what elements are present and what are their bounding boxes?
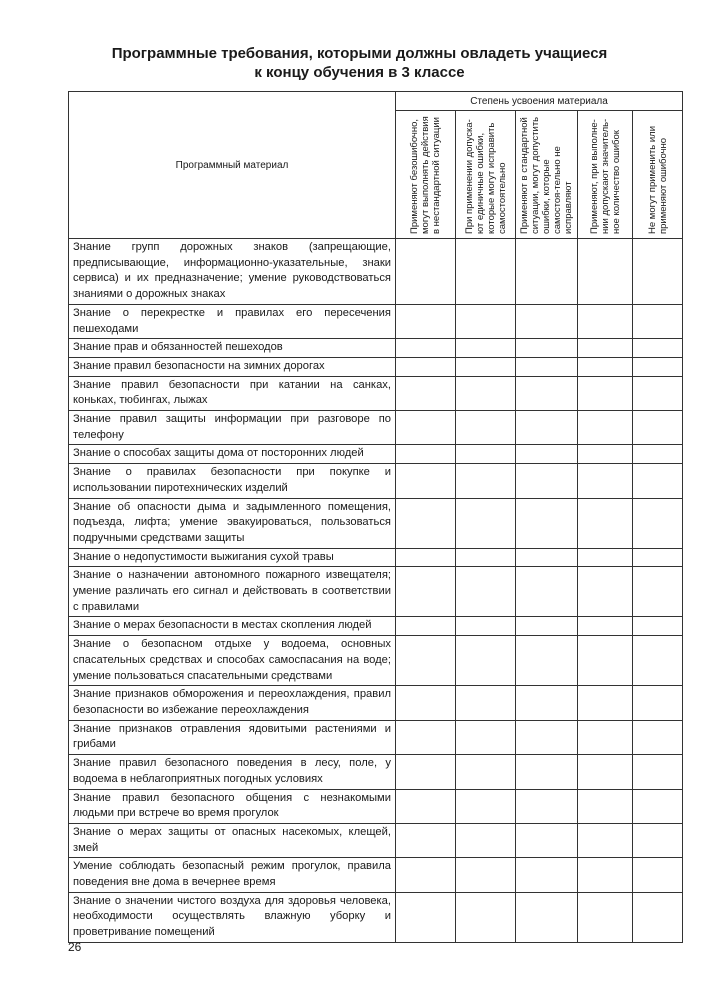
assessment-cell[interactable] [456,376,516,410]
assessment-cell[interactable] [456,357,516,376]
assessment-cell[interactable] [456,464,516,498]
material-cell: Знание о значении чистого воздуха для здоровья человека, необходимости осуществлять влажную уборку и проветривание помещений [69,892,396,942]
assessment-cell[interactable] [396,239,456,305]
page-number: 26 [68,940,82,954]
assessment-cell[interactable] [578,755,633,789]
assessment-cell[interactable] [578,376,633,410]
table-row [69,239,683,305]
assessment-cell[interactable] [633,411,683,445]
assessment-cell[interactable] [578,445,633,464]
assessment-cell[interactable] [396,636,456,686]
table-row [69,548,683,567]
material-cell: Знание о перекрестке и правилах его пересечения пешеходами [69,304,396,338]
material-cell: Знание об опасности дыма и задымленного помещения, подъезда, лифта; умение эвакуироваться, пользоваться подручными средствами защиты [69,498,396,548]
assessment-cell[interactable] [516,548,578,567]
assessment-cell[interactable] [456,686,516,720]
header-program-material: Программный материал [69,92,396,239]
assessment-cell[interactable] [633,239,683,305]
material-cell: Знание правил защиты информации при разговоре по телефону [69,411,396,445]
assessment-cell[interactable] [578,789,633,823]
assessment-cell[interactable] [396,411,456,445]
assessment-cell[interactable] [456,858,516,892]
assessment-cell[interactable] [456,445,516,464]
material-cell: Знание о недопустимости выжигания сухой травы [69,548,396,567]
assessment-cell[interactable] [516,686,578,720]
table-row [69,720,683,754]
table-row [69,567,683,617]
table-row [69,823,683,857]
assessment-cell[interactable] [578,548,633,567]
material-cell: Знание групп дорожных знаков (запрещающие, предписывающие, информационно-указательные, знаки сервиса) и их предназначение; умение руководствоваться знаниями о дорожных знаках [69,239,396,305]
assessment-cell[interactable] [516,464,578,498]
table-row [69,464,683,498]
assessment-cell[interactable] [633,339,683,358]
material-cell: Знание признаков отравления ядовитыми растениями и грибами [69,720,396,754]
assessment-cell[interactable] [516,755,578,789]
assessment-cell[interactable] [396,686,456,720]
assessment-cell[interactable] [396,464,456,498]
assessment-cell[interactable] [516,858,578,892]
table-row [69,445,683,464]
assessment-cell[interactable] [633,548,683,567]
assessment-cell[interactable] [396,720,456,754]
assessment-cell[interactable] [456,548,516,567]
assessment-cell[interactable] [516,720,578,754]
assessment-cell[interactable] [578,239,633,305]
assessment-cell[interactable] [633,892,683,942]
assessment-cell[interactable] [456,498,516,548]
header-degree-label: Применяют, при выполне-нии допускают значитель-ное количество ошибок [588,118,622,234]
assessment-cell[interactable] [456,339,516,358]
assessment-cell[interactable] [456,304,516,338]
assessment-cell[interactable] [578,357,633,376]
assessment-cell[interactable] [633,498,683,548]
title-line-2: к концу обучения в 3 классе [254,64,465,81]
assessment-cell[interactable] [456,892,516,942]
assessment-cell[interactable] [633,617,683,636]
assessment-cell[interactable] [578,464,633,498]
assessment-cell[interactable] [396,339,456,358]
material-cell: Знание правил безопасности при катании на санках, коньках, тюбингах, лыжах [69,376,396,410]
assessment-cell[interactable] [578,567,633,617]
table-row [69,411,683,445]
assessment-cell[interactable] [633,755,683,789]
assessment-cell[interactable] [516,376,578,410]
assessment-cell[interactable] [578,720,633,754]
assessment-cell[interactable] [578,892,633,942]
assessment-cell[interactable] [633,445,683,464]
assessment-cell[interactable] [633,464,683,498]
header-degree: Степень усвоения материала [396,92,683,111]
assessment-cell[interactable] [578,686,633,720]
assessment-cell[interactable] [516,617,578,636]
material-cell: Умение соблюдать безопасный режим прогулок, правила поведения вне дома в вечернее время [69,858,396,892]
page-title [0,44,719,82]
table-row [69,892,683,942]
header-degree-label: Применяют в стандартной ситуации, могут допустить ошибки, которые самостоя-тельно не исправляют [519,116,574,234]
assessment-cell[interactable] [633,858,683,892]
header-degree-label: Применяют безошибочно, могут выполнять действия в нестандартной ситуации [409,115,442,234]
assessment-cell[interactable] [516,339,578,358]
assessment-cell[interactable] [516,304,578,338]
assessment-cell[interactable] [516,636,578,686]
table-row [69,376,683,410]
assessment-cell[interactable] [578,498,633,548]
material-cell: Знание признаков обморожения и переохлаждения, правил безопасности во избежание переохлаждения [69,686,396,720]
assessment-cell[interactable] [396,789,456,823]
assessment-cell[interactable] [633,789,683,823]
material-cell: Знание прав и обязанностей пешеходов [69,339,396,358]
assessment-cell[interactable] [516,892,578,942]
assessment-cell[interactable] [396,376,456,410]
table-row [69,617,683,636]
table-row [69,304,683,338]
table-row [69,789,683,823]
assessment-cell[interactable] [633,357,683,376]
assessment-cell[interactable] [456,636,516,686]
material-cell: Знание правил безопасного поведения в лесу, поле, у водоема в неблагоприятных погодных условиях [69,755,396,789]
assessment-cell[interactable] [396,892,456,942]
assessment-cell[interactable] [578,411,633,445]
assessment-cell[interactable] [456,789,516,823]
assessment-cell[interactable] [516,789,578,823]
assessment-cell[interactable] [578,858,633,892]
assessment-cell[interactable] [456,567,516,617]
assessment-cell[interactable] [516,823,578,857]
assessment-cell[interactable] [396,304,456,338]
table-row [69,686,683,720]
assessment-cell[interactable] [396,858,456,892]
assessment-cell[interactable] [633,686,683,720]
assessment-cell[interactable] [578,823,633,857]
assessment-cell[interactable] [516,498,578,548]
assessment-cell[interactable] [516,239,578,305]
assessment-cell[interactable] [633,636,683,686]
assessment-cell[interactable] [578,304,633,338]
assessment-cell[interactable] [633,823,683,857]
assessment-cell[interactable] [516,445,578,464]
header-degree-label: Не могут применить или применяют ошибочно [646,125,669,234]
assessment-cell[interactable] [633,376,683,410]
material-cell: Знание о безопасном отдыхе у водоема, основных спасательных средствах и способах самоспасания на воде; умение пользоваться спасательными средствами [69,636,396,686]
header-degree-column [396,111,456,239]
assessment-cell[interactable] [633,720,683,754]
assessment-cell[interactable] [633,304,683,338]
header-degree-column [456,111,516,239]
assessment-cell[interactable] [456,823,516,857]
title-line-1: Программные требования, которыми должны овладеть учащиеся [111,45,608,62]
material-cell: Знание о мерах безопасности в местах скопления людей [69,617,396,636]
material-cell: Знание правил безопасного общения с незнакомыми людьми при встрече во время прогулок [69,789,396,823]
material-cell: Знание о назначении автономного пожарного извещателя; умение различать его сигнал и действовать в соответствии с правилами [69,567,396,617]
table-row [69,357,683,376]
assessment-cell[interactable] [456,411,516,445]
assessment-cell[interactable] [516,567,578,617]
assessment-cell[interactable] [456,239,516,305]
table-row [69,858,683,892]
assessment-cell[interactable] [456,617,516,636]
table-row [69,755,683,789]
assessment-cell[interactable] [396,548,456,567]
assessment-cell[interactable] [516,357,578,376]
assessment-cell[interactable] [578,339,633,358]
table-row [69,498,683,548]
assessment-cell[interactable] [578,617,633,636]
assessment-cell[interactable] [396,617,456,636]
assessment-cell[interactable] [396,498,456,548]
material-cell: Знание о мерах защиты от опасных насекомых, клещей, змей [69,823,396,857]
assessment-cell[interactable] [633,567,683,617]
header-degree-label: При применении допуска-ют единичные ошибки, которые могут исправить самостоятельно [463,118,508,234]
assessment-cell[interactable] [396,357,456,376]
assessment-cell[interactable] [578,636,633,686]
table-row [69,636,683,686]
header-degree-column [516,111,578,239]
assessment-cell[interactable] [396,567,456,617]
assessment-cell[interactable] [396,755,456,789]
assessment-cell[interactable] [396,823,456,857]
material-cell: Знание правил безопасности на зимних дорогах [69,357,396,376]
table-row [69,339,683,358]
assessment-cell[interactable] [456,755,516,789]
assessment-cell[interactable] [516,411,578,445]
header-degree-column [578,111,633,239]
assessment-cell[interactable] [396,445,456,464]
requirements-table [68,91,683,943]
material-cell: Знание о правилах безопасности при покупке и использовании пиротехнических изделий [69,464,396,498]
assessment-cell[interactable] [456,720,516,754]
material-cell: Знание о способах защиты дома от посторонних людей [69,445,396,464]
header-degree-column [633,111,683,239]
